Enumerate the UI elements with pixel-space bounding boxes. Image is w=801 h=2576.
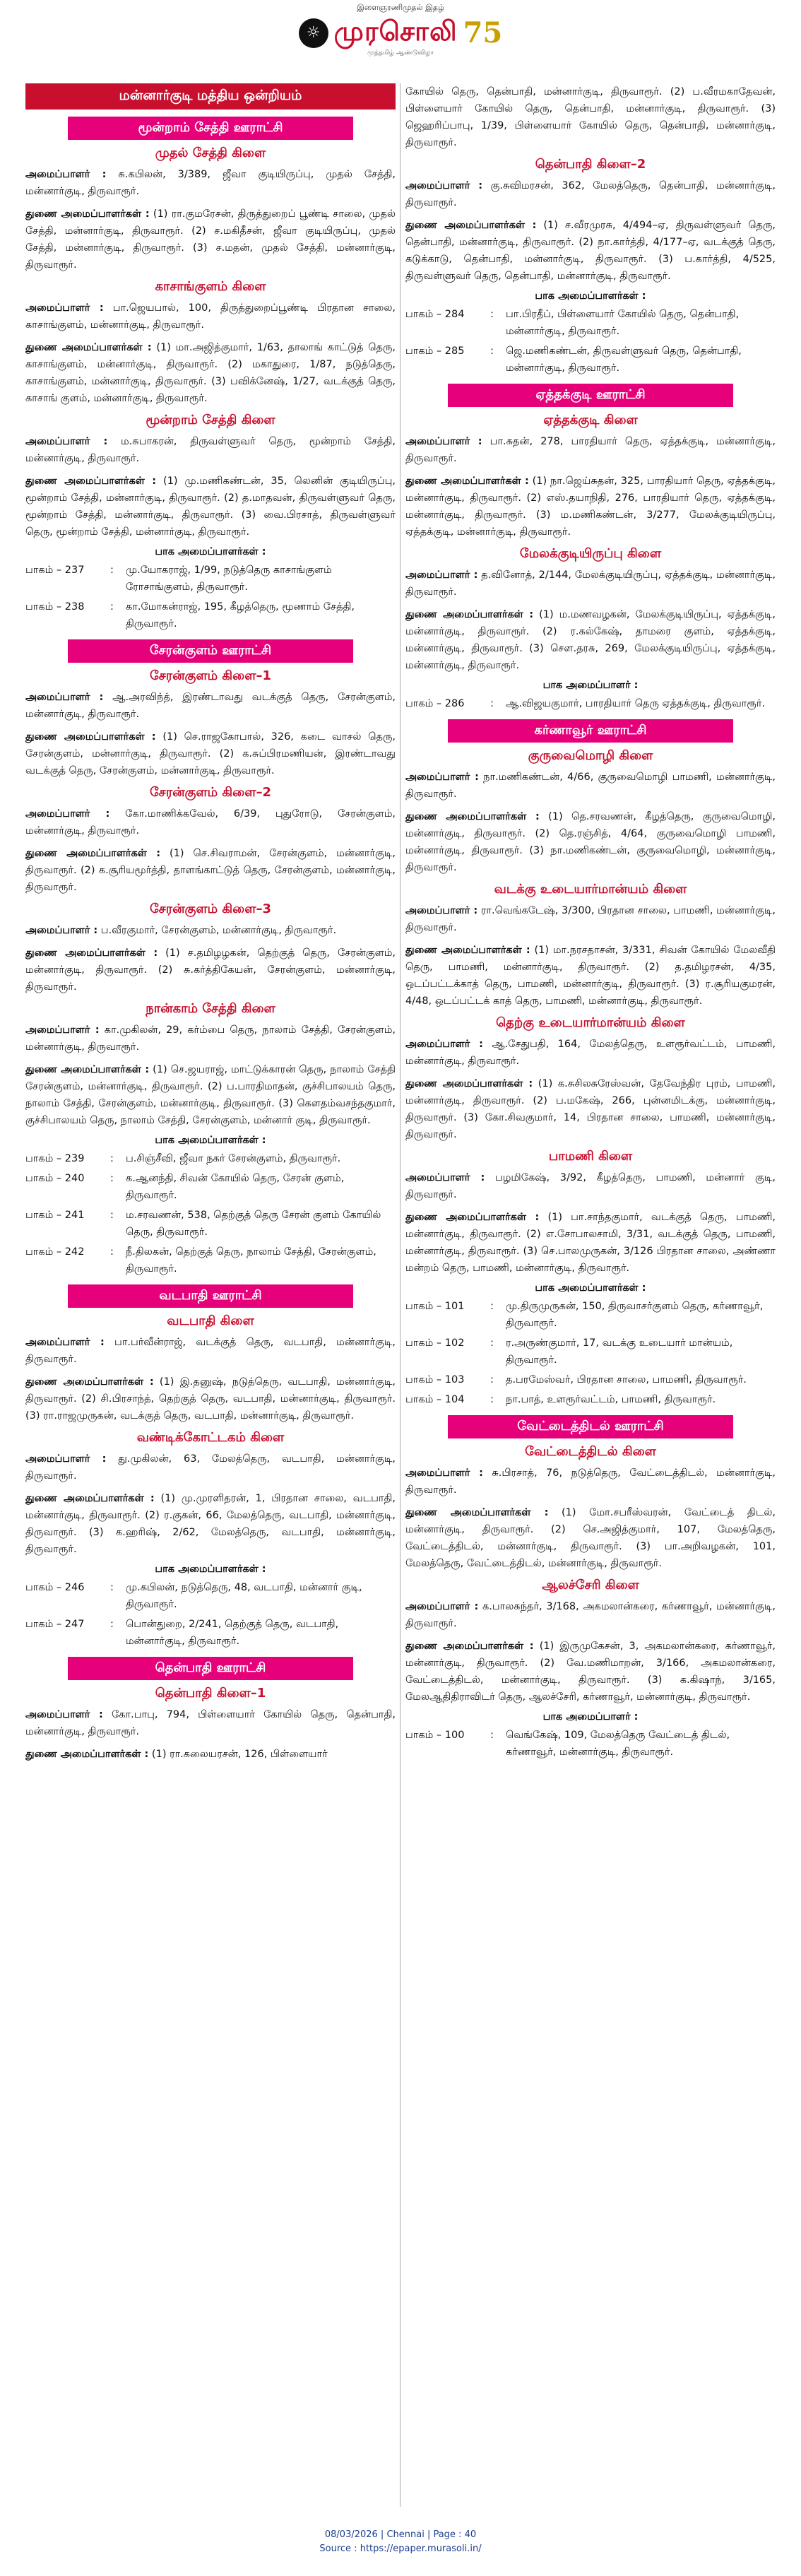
- role-label: துணை அமைப்பாளர்கள் :: [25, 342, 152, 353]
- booth-details: மு.திருமுருகன், 150, திருவாசர்குளம் தெரு, கர்ணாவூர், திருவாரூர்.: [506, 1301, 764, 1329]
- member-entry: [25, 805, 396, 839]
- member-details: ம.சுபாகரன், திருவள்ளுவர் தெரு, மூன்றாம் சேத்தி, மன்னார்குடி, திருவாரூர்.: [25, 436, 396, 464]
- member-details: (1) செ.ராஜகோபால், 326, கடை வாசல் தெரு, சேரன்குளம், மன்னார்குடி, திருவாரூர். (2) க.சுப்பிரமணியன், இரண்டாவது வடக்குத் தெரு, சேரன்குளம், மன்னார்குடி, திருவாரூர்.: [25, 731, 396, 776]
- member-entry: [25, 473, 396, 540]
- section-subtitle: பாக அமைப்பாளர் :: [542, 680, 639, 691]
- member-entry: [405, 1638, 776, 1706]
- role-label: அமைப்பாளர் :: [405, 1039, 483, 1050]
- footer-date-page: 08/03/2026 | Chennai | Page : 40: [324, 2529, 477, 2540]
- member-details: (1) ரா.குமரேசன், திருத்துறைப் பூண்டி சாலை, முதல் சேத்தி, மன்னார்குடி, திருவாரூர். (2) ச.மகிதீசன், ஜீவா குடியிருப்பு, முதல் சேத்தி, மன்னார்குடி, திருவாரூர். (3) ச.மதன், முதல் சேத்தி, மன்னார்குடி, திருவாரூர்.: [25, 208, 396, 271]
- role-label: அமைப்பாளர் :: [25, 1024, 100, 1036]
- role-label: அமைப்பாளர் :: [405, 905, 478, 916]
- role-label: துணை அமைப்பாளர்கள் :: [405, 945, 530, 956]
- branch-heading: முதல் சேத்தி கிளை: [155, 146, 266, 160]
- role-label: அமைப்பாளர் :: [405, 569, 478, 581]
- role-label: துணை அமைப்பாளர்கள் :: [405, 220, 537, 231]
- branch-heading: தெற்கு உடையார்மான்யம் கிளை: [496, 1015, 685, 1030]
- separator: :: [110, 565, 114, 576]
- member-details: (1) செ.சிவராமன், சேரன்குளம், மன்னார்குடி, திருவாரூர். (2) க.சூரியமூர்த்தி, தாளங்காட்டுத் தெரு, சேரன்குளம், மன்னார்குடி, திருவாரூர்.: [25, 848, 396, 893]
- section-subtitle: பாக அமைப்பாளர்கள் :: [535, 290, 646, 302]
- member-entry: [405, 1465, 776, 1499]
- booth-entry: [25, 1579, 396, 1613]
- role-label: அமைப்பாளர் :: [405, 436, 482, 447]
- role-label: துணை அமைப்பாளர்கள் :: [405, 1641, 534, 1652]
- separator: :: [110, 1619, 114, 1630]
- booth-entry: [25, 1616, 396, 1650]
- booth-details: நீ.திலகன், தெற்குத் தெரு, நாலாம் சேத்தி, சேரன்குளம், திருவாரூர்.: [126, 1246, 376, 1275]
- section-subtitle: பாக அமைப்பாளர் :: [542, 1711, 639, 1723]
- booth-number: பாகம் – 238: [25, 601, 85, 613]
- role-label: அமைப்பாளர் :: [25, 1709, 103, 1720]
- member-entry: [25, 922, 396, 939]
- section-subtitle: பாக அமைப்பாளர்கள் :: [155, 546, 266, 557]
- member-details: கோ.மாணிக்கவேல், 6/39, புதுரோடு, சேரன்குளம், மன்னார்குடி, திருவாரூர்.: [25, 808, 396, 837]
- union-title: மன்னார்குடி மத்திய ஒன்றியம்: [25, 83, 396, 110]
- member-entry: [25, 166, 396, 200]
- page-body: [25, 83, 776, 2507]
- booth-details: ம.சரவணன், 538, தெற்குத் தெரு சேரன் குளம் கோயில் தெரு, திருவாரூர்.: [126, 1210, 381, 1238]
- role-label: அமைப்பாளர் :: [25, 302, 104, 314]
- panchayat-heading: தென்பாதி ஊராட்சி: [68, 1657, 353, 1680]
- role-label: துணை அமைப்பாளர்கள் :: [25, 1376, 154, 1388]
- role-label: துணை அமைப்பாளர்கள் :: [405, 475, 529, 487]
- booth-number: பாகம் – 247: [25, 1619, 85, 1630]
- booth-number: பாகம் – 100: [405, 1730, 465, 1741]
- member-details: கு.சுவிமரசன், 362, மேலத்தெரு, தென்பாதி, மன்னார்குடி, திருவாரூர்.: [405, 180, 776, 208]
- member-details: த.வினோத், 2/144, மேலக்குடியிருப்பு, ஏத்தக்குடி, மன்னார்குடி, திருவாரூர்.: [405, 569, 776, 598]
- member-entry: [405, 606, 776, 674]
- member-details: (1) பா.சாந்தகுமார், வடக்குத் தெரு, பாமணி, மன்னார்குடி, திருவாரூர். (2) எ.சோபாலசாமி, 3/31, வடக்குத் தெரு, பாமணி, மன்னார்குடி, திருவாரூர். (3) செ.பாலமுருகன், 3/126 பிரதான சாலை, அண்ணா மன்றம் தெரு, பாமணி, மன்னார்குடி, திருவாரூர்.: [405, 1212, 776, 1274]
- booth-number: பாகம் – 239: [25, 1153, 85, 1164]
- branch-heading: மேலக்குடியிருப்பு கிளை: [519, 546, 662, 561]
- member-entry: [405, 177, 776, 211]
- sun-emblem-icon: ☼: [299, 18, 328, 48]
- member-entry: [25, 339, 396, 407]
- member-details: (1) நா.ஜெய்சுதன், 325, பாரதியார் தெரு, ஏத்தக்குடி, மன்னார்குடி, திருவாரூர். (2) எஸ்.தயாநிதி, 276, பாரதியார் தெரு, ஏத்தக்குடி, மன்னார்குடி, திருவாரூர். (3) ம.மணிகண்டன், 3/277, மேலக்குடியிருப்பு, ஏத்தக்குடி, மன்னார்குடி, திருவாரூர்.: [405, 475, 776, 538]
- member-entry: [405, 1504, 776, 1572]
- separator: :: [490, 345, 494, 357]
- member-details: (1) ச.தமிழழகன், தெற்குத் தெரு, சேரன்குளம், மன்னார்குடி, திருவாரூர். (2) சு.கர்த்திகேயன், சேரன்குளம், மன்னார்குடி, திருவாரூர்.: [25, 947, 396, 993]
- member-entry: [25, 1061, 396, 1129]
- branch-heading: தென்பாதி கிளை–2: [535, 157, 646, 172]
- member-entry: [405, 217, 776, 285]
- member-details: (1) ம.மணவழகன், மேலக்குடியிருப்பு, ஏத்தக்குடி, மன்னார்குடி, திருவாரூர். (2) ர.கல்கேஷ், தாமரை குளம், ஏத்தக்குடி, மன்னார்குடி, திருவாரூர். (3) சௌ.தரசு, 269, மேலக்குடியிருப்பு, ஏத்தக்குடி, மன்னார்குடி, திருவாரூர்.: [405, 609, 776, 671]
- role-label: துணை அமைப்பாளர்கள் :: [25, 848, 161, 859]
- member-details: ஆ.அரவிந்த், இரண்டாவது வடக்குத் தெரு, சேரன்குளம், மன்னார்குடி, திருவாரூர்.: [25, 692, 396, 720]
- masthead-tagline: இளைஞரணிமுதல் இதழ்: [357, 3, 444, 12]
- separator: :: [490, 309, 494, 320]
- member-entry: [25, 300, 396, 333]
- logo: [0, 15, 801, 51]
- branch-heading: காசாங்குளம் கிளை: [155, 279, 266, 294]
- separator: :: [490, 1730, 494, 1741]
- booth-details: பா.பிரதீப், பிள்ளையார் கோயில் தெரு, தென்பாதி, மன்னார்குடி, திருவாரூர்.: [506, 309, 740, 337]
- member-entry: [25, 1022, 396, 1056]
- separator: :: [110, 1173, 114, 1184]
- member-entry: [405, 1036, 776, 1070]
- booth-details: பொன்துறை, 2/241, தெற்குத் தெரு, வடபாதி, மன்னார்குடி, திருவாரூர்.: [126, 1619, 339, 1647]
- separator: :: [490, 1394, 494, 1405]
- member-entry: [405, 769, 776, 803]
- member-entry: [25, 1334, 396, 1368]
- panchayat-heading: சேரன்குளம் ஊராட்சி: [68, 639, 353, 663]
- booth-number: பாகம் – 246: [25, 1582, 85, 1593]
- member-entry: [25, 206, 396, 273]
- role-label: துணை அமைப்பாளர்கள் :: [25, 947, 158, 959]
- member-details: கோ.பாபு, 794, பிள்ளையார் கோயில் தெரு, தென்பாதி, மன்னார்குடி, திருவாரூர்.: [25, 1709, 396, 1737]
- member-details: ரா.வெங்கடேஷ், 3/300, பிரதான சாலை, பாமணி, மன்னார்குடி, திருவாரூர்.: [405, 905, 776, 933]
- member-details: நா.மணிகண்டன், 4/66, குருவைமொழி பாமணி, மன்னார்குடி, திருவாரூர்.: [405, 772, 776, 800]
- member-details: (1) க.சுசிலசுரேஸ்வன், தேவேந்திர புரம், பாமணி, மன்னார்குடி, திருவாரூர். (2) ப.மகேஷ், 266, புன்னமிடக்கு, மன்னார்குடி, திருவாரூர். (3) கோ.சிவகுமார், 14, பிரதான சாலை, பாமணி, மன்னார்குடி, திருவாரூர்.: [405, 1078, 776, 1140]
- booth-entry: [405, 1335, 776, 1369]
- member-details: கா.முகிலன், 29, கர்ம்பை தெரு, நாலாம் சேத்தி, சேரன்குளம், மன்னார்குடி, திருவாரூர்.: [25, 1024, 396, 1053]
- role-label: அமைப்பாளர் :: [25, 1337, 105, 1348]
- section-subtitle: பாக அமைப்பாளர்கள் :: [535, 1282, 646, 1294]
- booth-entry: [405, 1371, 776, 1388]
- booth-entry: [405, 1298, 776, 1332]
- member-details: (1) மோ.சபரீஸ்வரன், வேட்டைத் திடல், மன்னார்குடி, திருவாரூர். (2) செ.அஜித்குமார், 107, மேலத்தெரு, வேட்டைத்திடல், மன்னார்குடி, திருவாரூர். (3) பா.அறிவழகன், 101, மேலத்தெரு, வேட்டைத்திடல், மன்னார்குடி, திருவாரூர்.: [405, 1507, 776, 1569]
- member-entry: [25, 945, 396, 995]
- booth-details: ஆ.விஜயகுமார், பாரதியார் தெரு ஏத்தக்குடி, திருவாரூர்.: [506, 698, 766, 709]
- member-details: சு.பிரசாத், 76, நடுத்தெரு, வேட்டைத்திடல், மன்னார்குடி, திருவாரூர்.: [405, 1467, 776, 1496]
- role-label: துணை அமைப்பாளர்கள் :: [405, 811, 540, 822]
- separator: :: [490, 698, 494, 709]
- branch-heading: வேட்டைத்திடல் கிளை: [525, 1444, 656, 1459]
- role-label: துணை அமைப்பாளர்கள் :: [405, 1078, 533, 1089]
- booth-entry: [25, 598, 396, 632]
- booth-details: நா.பாத், உளரூர்வட்டம், பாமணி, திருவாரூர்.: [506, 1394, 716, 1405]
- booth-number: பாகம் – 241: [25, 1210, 85, 1221]
- separator: :: [110, 1582, 114, 1593]
- booth-number: பாகம் – 240: [25, 1173, 85, 1184]
- booth-entry: [405, 343, 776, 377]
- member-details: (1) இருமுகேசன், 3, அகமலான்கரை, கர்ணாவூர், மன்னார்குடி, திருவாரூர். (2) வே.மணிமாறன், 3/166, அகமலான்கரை, வேட்டைத்திடல், மன்னார்குடி, திருவாரூர். (3) க.கிஷாந், 3/165, மேலஆதிதிராவிடர் தெரு, ஆலச்சேரி, கர்ணாவூர், மன்னார்குடி, திருவாரூர்.: [405, 1641, 776, 1703]
- panchayat-heading: கர்ணாவூர் ஊராட்சி: [448, 719, 733, 743]
- separator: :: [110, 1153, 114, 1164]
- booth-entry: [25, 1170, 396, 1204]
- panchayat-heading: மூன்றாம் சேத்தி ஊராட்சி: [68, 117, 353, 140]
- right-column: [405, 83, 776, 2507]
- member-entry: [405, 1169, 776, 1203]
- booth-entry: [405, 1391, 776, 1408]
- branch-heading: பாமணி கிளை: [548, 1149, 633, 1164]
- booth-number: பாகம் – 103: [405, 1374, 465, 1386]
- booth-details: கா.மோகன்ராஜ், 195, கீழத்தெரு, மூணாம் சேத்தி, திருவாரூர்.: [126, 601, 355, 630]
- member-entry: [405, 1075, 776, 1143]
- role-label: அமைப்பாளர் :: [25, 436, 108, 447]
- member-entry: [405, 942, 776, 1010]
- member-entry: [405, 473, 776, 540]
- branch-heading: சேரன்குளம் கிளை–2: [150, 785, 271, 800]
- booth-entry: [25, 1150, 396, 1167]
- member-entry: [405, 1209, 776, 1277]
- separator: :: [490, 1337, 494, 1349]
- role-label: அமைப்பாளர் :: [25, 169, 107, 180]
- panchayat-heading: வடபாதி ஊராட்சி: [68, 1284, 353, 1308]
- footer-source[interactable]: Source : https://epaper.murasoli.in/: [319, 2543, 482, 2554]
- member-details: (1) ச.வீரமுரசு, 4/494–ஏ, திருவள்ளுவர் தெரு, தென்பாதி, மன்னார்குடி, திருவாரூர். (2) நா.கார்த்தி, 4/177–ஏ, வடக்குத் தெரு, கடுக்காடு, தென்பாதி, மன்னார்குடி, திருவாரூர். (3) ப.கார்த்தி, 4/525, திருவள்ளுவர் தெரு, தென்பாதி, மன்னார்குடி, திருவாரூர்.: [405, 220, 776, 282]
- member-entry: [405, 902, 776, 936]
- role-label: துணை அமைப்பாளர்கள் :: [25, 475, 157, 487]
- member-entry: [25, 1490, 396, 1558]
- role-label: துணை அமைப்பாளர்கள் :: [405, 1507, 549, 1518]
- booth-entry: [405, 1727, 776, 1761]
- section-subtitle: பாக அமைப்பாளர்கள் :: [155, 1564, 266, 1575]
- masthead: [0, 0, 801, 57]
- branch-heading: தென்பாதி கிளை–1: [155, 1686, 266, 1701]
- member-entry: [25, 1706, 396, 1740]
- member-entry: [25, 845, 396, 896]
- role-label: அமைப்பாளர் :: [25, 1453, 107, 1465]
- member-entry: [405, 433, 776, 467]
- member-details: (1) மு.மணிகண்டன், 35, லெனின் குடியிருப்பு, மூன்றாம் சேத்தி, மன்னார்குடி, திருவாரூர். (2) த.மாதவன், திருவள்ளுவர் தெரு, மூன்றாம் சேத்தி, மன்னார்குடி, திருவாரூர். (3) வை.பிரசாத், திருவள்ளுவர் தெரு, மூன்றாம் சேத்தி, மன்னார்குடி, திருவாரூர்.: [25, 475, 396, 538]
- separator: :: [110, 1246, 114, 1258]
- member-details: (1) மா.நரசதாசன், 3/331, சிவன் கோயில் மேலவீதி தெரு, பாமணி, மன்னார்குடி, திருவாரூர். (2) த.தமிழரசன், 4/35, ஒடப்பட்டக்காத் தெரு, பாமணி, மன்னார்குடி, திருவாரூர். (3) ர.சூரியகுமரன், 4/48, ஒடப்பட்டக் காத் தெரு, பாமணி, மன்னார்குடி, திருவாரூர்.: [405, 945, 776, 1007]
- booth-details: த.பரமேஸ்வர், பிரதான சாலை, பாமணி, திருவாரூர்.: [506, 1374, 747, 1386]
- member-entry: [405, 567, 776, 601]
- role-label: அமைப்பாளர் :: [25, 925, 98, 936]
- member-details: க.பாலசுந்தர், 3/168, அகமலான்கரை, கர்ணாவூர், மன்னார்குடி, திருவாரூர்.: [405, 1601, 776, 1629]
- booth-details: மு.கபிலன், நடுத்தெரு, 48, வடபாதி, மன்னார் குடி, திருவாரூர்.: [126, 1582, 362, 1610]
- member-details: ப.வீரகுமார், சேரன்குளம், மன்னார்குடி, திருவாரூர்.: [97, 925, 337, 936]
- role-label: துணை அமைப்பாளர்கள் :: [25, 731, 156, 743]
- branch-heading: வண்டிக்கோட்டகம் கிளை: [136, 1430, 285, 1445]
- member-details: (1) இ.தனுஷ், நடுத்தெரு, வடபாதி, மன்னார்குடி, திருவாரூர். (2) சி.பிரசாந்த், தெற்குத் தெரு, வடபாதி, மன்னார்குடி, திருவாரூர். (3) ரா.ராஜமுருகன், வடக்குத் தெரு, வடபாதி, மன்னார்குடி, திருவாரூர்.: [25, 1376, 396, 1422]
- footer: [0, 2528, 801, 2556]
- member-entry: [405, 1598, 776, 1632]
- branch-heading: மூன்றாம் சேத்தி கிளை: [146, 413, 275, 427]
- member-entry: [25, 689, 396, 723]
- role-label: அமைப்பாளர் :: [405, 1467, 483, 1479]
- role-label: துணை அமைப்பாளர்கள் :: [405, 1212, 540, 1223]
- role-label: அமைப்பாளர் :: [25, 692, 104, 703]
- booth-details: வெங்கேஷ், 109, மேலத்தெரு வேட்டைத் திடல், கர்ணாவூர், மன்னார்குடி, திருவாரூர்.: [506, 1730, 730, 1758]
- branch-heading: ஏத்தக்குடி கிளை: [543, 413, 638, 427]
- role-label: துணை அமைப்பாளர்கள் :: [25, 1493, 155, 1504]
- member-details: பா.ஜெயபால், 100, திருத்துறைப்பூண்டி பிரதான சாலை, காசாங்குளம், மன்னார்குடி, திருவாரூர்.: [25, 302, 396, 331]
- member-details: ஆ.சேதுபதி, 164, மேலத்தெரு, உளரூர்வட்டம், பாமணி, மன்னார்குடி, திருவாரூர்.: [405, 1039, 776, 1067]
- role-label: துணை அமைப்பாளர்கள் :: [25, 1064, 150, 1075]
- branch-heading: சேரன்குளம் கிளை–1: [150, 668, 271, 683]
- member-details: கோயில் தெரு, தென்பாதி, மன்னார்குடி, திருவாரூர். (2) ப.வீரமகாதேவன், பிள்ளையார் கோயில் தெரு, தென்பாதி, மன்னார்குடி, திருவாரூர். (3) ஜெஹரிப்பாபு, 1/39, பிள்ளையார் கோயில் தெரு, தென்பாதி, மன்னார்குடி, திருவாரூர்.: [405, 86, 776, 148]
- booth-details: ப.சிஞ்சீவி, ஜீவா நகர் சேரன்குளம், திருவாரூர்.: [126, 1153, 341, 1164]
- member-entry: [405, 808, 776, 876]
- member-entry: [405, 83, 776, 151]
- booth-details: ர.அருண்குமார், 17, வடக்கு உடையார் மான்யம், திருவாரூர்.: [506, 1337, 733, 1366]
- role-label: அமைப்பாளர் :: [405, 772, 479, 783]
- booth-entry: [405, 695, 776, 712]
- branch-heading: ஆலச்சேரி கிளை: [542, 1578, 639, 1593]
- member-details: சு.கபிலன், 3/389, ஜீவா குடியிருப்பு, முதல் சேத்தி, மன்னார்குடி, திருவாரூர்.: [25, 169, 396, 197]
- member-details: (1) மு.முரளிதரன், 1, பிரதான சாலை, வடபாதி, மன்னார்குடி, திருவாரூர். (2) ர.குகன், 66, மேலத்தெரு, வடபாதி, மன்னார்குடி, திருவாரூர். (3) க.ஹரிஷ், 2/62, மேலத்தெரு, வடபாதி, மன்னார்குடி, திருவாரூர்.: [25, 1493, 396, 1555]
- branch-heading: குருவைமொழி கிளை: [528, 748, 653, 763]
- booth-number: பாகம் – 285: [405, 345, 465, 357]
- role-label: துணை அமைப்பாளர்கள் :: [25, 1749, 149, 1760]
- branch-heading: வடக்கு உடையார்மான்யம் கிளை: [494, 882, 687, 897]
- section-subtitle: பாக அமைப்பாளர்கள் :: [155, 1135, 266, 1146]
- booth-entry: [25, 562, 396, 596]
- left-column: [25, 83, 400, 2507]
- booth-number: பாகம் – 242: [25, 1246, 85, 1258]
- member-entry: [25, 1451, 396, 1484]
- booth-details: ஜெ.மணிகண்டன், திருவள்ளுவர் தெரு, தென்பாதி, மன்னார்குடி, திருவாரூர்.: [506, 345, 742, 374]
- role-label: அமைப்பாளர் :: [405, 180, 483, 191]
- branch-heading: வடபாதி கிளை: [167, 1313, 254, 1328]
- separator: :: [490, 1301, 494, 1312]
- role-label: துணை அமைப்பாளர்கள் :: [25, 208, 150, 220]
- booth-details: க.ஆனந்தி, சிவன் கோயில் தெரு, சேரன் குளம், திருவாரூர்.: [126, 1173, 345, 1201]
- booth-entry: [25, 1207, 396, 1241]
- member-details: து.முகிலன், 63, மேலத்தெரு, வடபாதி, மன்னார்குடி, திருவாரூர்.: [25, 1453, 396, 1482]
- booth-number: பாகம் – 101: [405, 1301, 465, 1312]
- separator: :: [110, 1210, 114, 1221]
- member-details: பா.பர்வீன்ராஜ், வடக்குத் தெரு, வடபாதி, மன்னார்குடி, திருவாரூர்.: [25, 1337, 396, 1365]
- role-label: அமைப்பாளர் :: [405, 1172, 485, 1183]
- booth-entry: [405, 306, 776, 340]
- separator: :: [110, 601, 114, 613]
- branch-heading: சேரன்குளம் கிளை–3: [150, 902, 271, 916]
- member-entry: [25, 1373, 396, 1424]
- booth-details: மு.யோகராஜ், 1/99, நடுத்தெரு காசாங்குளம் ரோசாங்குளம், திருவாரூர்.: [126, 565, 332, 593]
- panchayat-heading: வேட்டைத்திடல் ஊராட்சி: [448, 1415, 733, 1438]
- branch-heading: நான்காம் சேத்தி கிளை: [146, 1001, 275, 1016]
- member-details: (1) செ.ஜயராஜ், மாட்டுக்காரன் தெரு, நாலாம் சேத்தி சேரன்குளம், மன்னார்குடி, திருவாரூர். (2) ப.பாரதிமாதன், குச்சிபாலயம் தெரு, நாலாம் சேத்தி, சேரன்குளம், மன்னார்குடி, திருவாரூர். (3) கௌதம்வசந்தகுமார், குச்சிபாலயம் தெரு, நாலாம் சேத்தி, சேரன்குளம், மன்னார் குடி, திருவாரூர்.: [25, 1064, 396, 1126]
- booth-number: பாகம் – 284: [405, 309, 465, 320]
- booth-entry: [25, 1243, 396, 1277]
- member-entry: [25, 433, 396, 467]
- booth-number: பாகம் – 237: [25, 565, 85, 576]
- member-details: (1) மா.அஜித்குமார், 1/63, தாலாங் காட்டுத் தெரு, காசாங்குளம், மன்னார்குடி, திருவாரூர். (2) மகாதுரை, 1/87, நடுத்தெரு, காசாங்குளம், மன்னார்குடி, திருவாரூர். (3) பவிக்னேஷ், 1/27, வடக்குத் தெரு, காசாங் குளம், மன்னார்குடி, திருவாரூர்.: [25, 342, 396, 404]
- role-label: துணை அமைப்பாளர்கள் :: [405, 609, 534, 620]
- panchayat-heading: ஏத்தக்குடி ஊராட்சி: [448, 384, 733, 407]
- member-details: பா.சுதன், 278, பாரதியார் தெரு, ஏத்தக்குடி, மன்னார்குடி, திருவாரூர்.: [405, 436, 776, 464]
- member-details: (1) ரா.கலையரசன், 126, பிள்ளையார்: [148, 1749, 328, 1760]
- role-label: அமைப்பாளர் :: [25, 808, 110, 820]
- booth-number: பாகம் – 104: [405, 1394, 465, 1405]
- newspaper-logo: முரசொலி: [333, 15, 458, 47]
- member-details: (1) தெ.சரவணன், கீழத்தெரு, குருவைமொழி, மன்னார்குடி, திருவாரூர். (2) தெ.ரஞ்சித், 4/64, குருவைமொழி பாமணி, மன்னார்குடி, திருவாரூர். (3) நா.மணிகண்டன், குருவைமொழி, மன்னார்குடி, திருவாரூர்.: [405, 811, 776, 873]
- booth-number: பாகம் – 286: [405, 698, 465, 709]
- anniversary-badge: 75: [463, 16, 503, 49]
- separator: :: [490, 1374, 494, 1386]
- member-details: பழமிகேஷ், 3/92, கீழத்தெரு, பாமணி, மன்னார் குடி, திருவாரூர்.: [405, 1172, 776, 1200]
- role-label: அமைப்பாளர் :: [405, 1601, 479, 1612]
- booth-number: பாகம் – 102: [405, 1337, 465, 1349]
- member-entry: [25, 728, 396, 779]
- masthead-subtitle: முத்தமிழ் ஆண்டுவிழா: [367, 49, 434, 57]
- member-entry: [25, 1746, 396, 1763]
